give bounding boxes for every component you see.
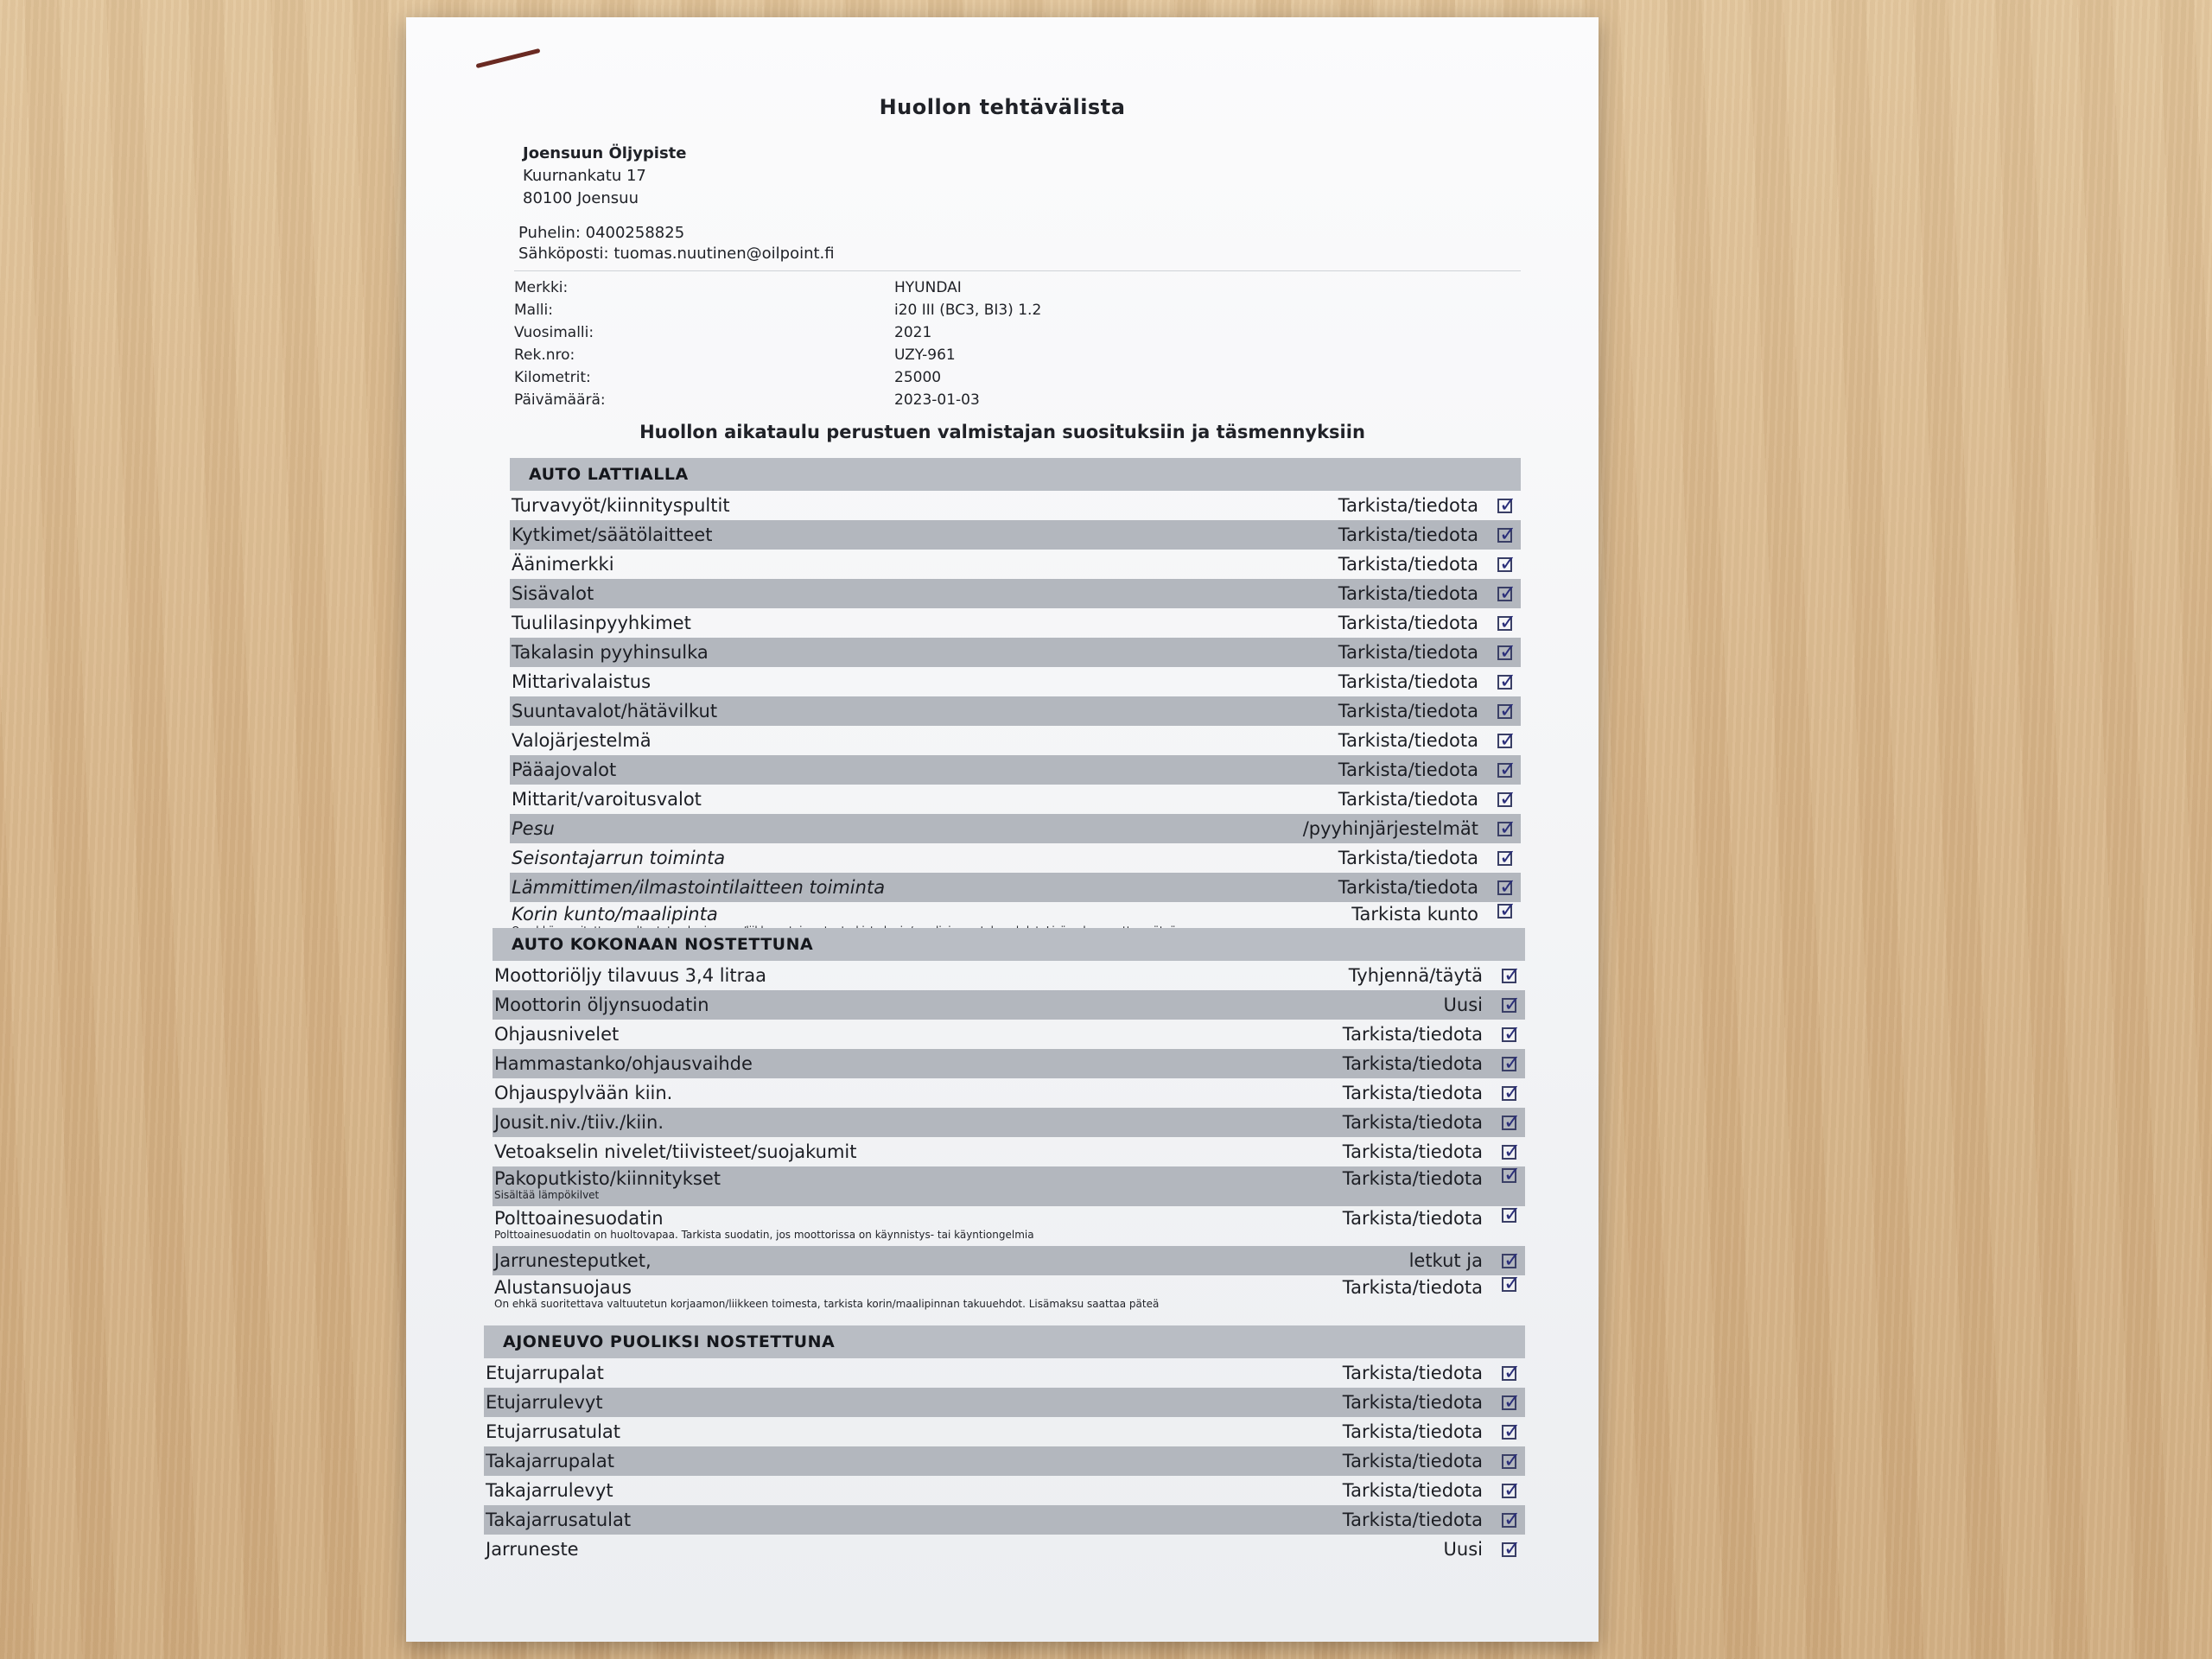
checkbox[interactable] xyxy=(1502,1418,1522,1443)
vehicle-value: 25000 xyxy=(894,369,942,386)
check-mark-icon: ✓ xyxy=(1503,1535,1522,1560)
item-action: letkut ja xyxy=(1408,1250,1483,1271)
checkbox[interactable] xyxy=(1502,1271,1522,1295)
item-action: Tarkista/tiedota xyxy=(1338,642,1478,663)
vehicle-label: Kilometrit: xyxy=(514,369,591,386)
item-label: Pääajovalot xyxy=(512,760,617,780)
vehicle-label: Päivämäärä: xyxy=(514,391,606,409)
item-label: Takajarrusatulat xyxy=(486,1510,632,1530)
checklist-row xyxy=(493,1202,1525,1246)
checklist-row xyxy=(484,1417,1525,1446)
checklist-row xyxy=(510,843,1521,873)
item-action: Tarkista/tiedota xyxy=(1342,1208,1483,1229)
item-label: Sisävalot xyxy=(512,583,594,604)
item-action: Tarkista/tiedota xyxy=(1342,1112,1483,1133)
item-label: Moottoriöljy tilavuus 3,4 litraa xyxy=(494,965,766,986)
item-label: Jarrunesteputket, xyxy=(494,1250,652,1271)
check-mark-icon: ✓ xyxy=(1503,1202,1522,1226)
checkbox[interactable] xyxy=(1502,1247,1522,1272)
check-mark-icon: ✓ xyxy=(1503,1050,1522,1075)
item-action: Tarkista/tiedota xyxy=(1342,1168,1483,1189)
checklist-row xyxy=(510,814,1521,843)
item-action: Tarkista/tiedota xyxy=(1338,524,1478,545)
item-label: Pesu xyxy=(512,818,555,839)
item-action: Tarkista/tiedota xyxy=(1342,1392,1483,1413)
vehicle-label: Merkki: xyxy=(514,279,569,296)
checkbox[interactable] xyxy=(1502,991,1522,1016)
item-action: Tarkista/tiedota xyxy=(1338,583,1478,604)
company-email: Sähköposti: tuomas.nuutinen@oilpoint.fi xyxy=(518,245,835,263)
item-label: Hammastanko/ohjausvaihde xyxy=(494,1053,753,1074)
checkbox[interactable] xyxy=(1497,756,1517,781)
check-mark-icon: ✓ xyxy=(1503,1138,1522,1163)
check-mark-icon: ✓ xyxy=(1503,1020,1522,1046)
item-label: Valojärjestelmä xyxy=(512,730,652,751)
checkbox[interactable] xyxy=(1502,1079,1522,1104)
item-action: Tarkista/tiedota xyxy=(1338,730,1478,751)
schedule-title: Huollon aikataulu perustuen valmistajan suosituksiin ja täsmennyksiin xyxy=(639,422,1365,442)
checklist-row xyxy=(510,873,1521,902)
check-mark-icon: ✓ xyxy=(1499,844,1517,869)
pen-mark xyxy=(476,48,541,68)
item-label: Polttoainesuodatin xyxy=(494,1208,664,1229)
checkbox[interactable] xyxy=(1497,521,1517,546)
checkbox[interactable] xyxy=(1497,580,1517,605)
checkbox[interactable] xyxy=(1502,962,1522,987)
item-label: Äänimerkki xyxy=(512,554,614,575)
section-auto-kokonaan-nostettuna xyxy=(493,928,1525,1315)
item-action: Tarkista/tiedota xyxy=(1342,1053,1483,1074)
check-mark-icon: ✓ xyxy=(1499,609,1517,634)
checklist-row xyxy=(493,1020,1525,1049)
checkbox[interactable] xyxy=(1497,550,1517,575)
check-mark-icon: ✓ xyxy=(1499,785,1517,810)
item-action: Tarkista/tiedota xyxy=(1342,1510,1483,1530)
vehicle-label: Vuosimalli: xyxy=(514,324,594,341)
checklist-row xyxy=(484,1358,1525,1388)
checklist-row xyxy=(510,638,1521,667)
checklist-row xyxy=(493,961,1525,990)
item-label: Alustansuojaus xyxy=(494,1277,632,1298)
item-label: Suuntavalot/hätävilkut xyxy=(512,701,718,721)
checklist-row xyxy=(510,696,1521,726)
check-mark-icon: ✓ xyxy=(1503,1389,1522,1414)
item-label: Mittarivalaistus xyxy=(512,671,652,692)
checkbox[interactable] xyxy=(1502,1020,1522,1046)
item-label: Moottorin öljynsuodatin xyxy=(494,995,709,1015)
vehicle-value: i20 III (BC3, BI3) 1.2 xyxy=(894,302,1042,319)
item-action: Tarkista/tiedota xyxy=(1338,495,1478,516)
check-mark-icon: ✓ xyxy=(1499,639,1517,664)
checkbox[interactable] xyxy=(1502,1447,1522,1472)
item-label: Ohjauspylvään kiin. xyxy=(494,1083,673,1103)
checkbox[interactable] xyxy=(1502,1109,1522,1134)
item-action: Tarkista/tiedota xyxy=(1342,1480,1483,1501)
check-mark-icon: ✓ xyxy=(1503,991,1522,1016)
section-heading: AUTO KOKONAAN NOSTETTUNA xyxy=(493,928,1525,961)
checkbox[interactable] xyxy=(1497,697,1517,722)
company-block xyxy=(523,143,686,210)
item-label: Takajarrulevyt xyxy=(486,1480,613,1501)
item-label: Mittarit/varoitusvalot xyxy=(512,789,702,810)
item-label: Seisontajarrun toiminta xyxy=(512,848,726,868)
section-heading: AJONEUVO PUOLIKSI NOSTETTUNA xyxy=(484,1325,1525,1358)
checklist-row xyxy=(493,1078,1525,1108)
item-label: Lämmittimen/ilmastointilaitteen toiminta xyxy=(512,877,886,898)
item-action: Tarkista/tiedota xyxy=(1342,1141,1483,1162)
checkbox[interactable] xyxy=(1502,1050,1522,1075)
checklist-row xyxy=(510,785,1521,814)
check-mark-icon: ✓ xyxy=(1503,1271,1522,1295)
checklist-row xyxy=(510,550,1521,579)
item-label: Etujarrusatulat xyxy=(486,1421,621,1442)
checkbox[interactable] xyxy=(1502,1477,1522,1502)
checkbox[interactable] xyxy=(1497,844,1517,869)
item-action: Tarkista/tiedota xyxy=(1338,848,1478,868)
checklist-row xyxy=(510,520,1521,550)
check-mark-icon: ✓ xyxy=(1503,1477,1522,1502)
checkbox[interactable] xyxy=(1497,815,1517,840)
check-mark-icon: ✓ xyxy=(1503,1359,1522,1384)
check-mark-icon: ✓ xyxy=(1499,550,1517,575)
checklist-row xyxy=(493,1162,1525,1206)
check-mark-icon: ✓ xyxy=(1503,962,1522,987)
check-mark-icon: ✓ xyxy=(1499,756,1517,781)
company-name: Joensuun Öljypiste xyxy=(523,144,687,162)
vehicle-label: Malli: xyxy=(514,302,553,319)
item-label: Takajarrupalat xyxy=(486,1451,614,1471)
checkbox[interactable] xyxy=(1502,1202,1522,1226)
item-action: Tarkista/tiedota xyxy=(1338,554,1478,575)
vehicle-row xyxy=(514,344,1378,366)
company-city: 80100 Joensuu xyxy=(523,189,639,207)
item-action: Tarkista/tiedota xyxy=(1342,1451,1483,1471)
checkbox[interactable] xyxy=(1502,1506,1522,1531)
item-label: Korin kunto/maalipinta xyxy=(512,904,718,925)
checkbox[interactable] xyxy=(1502,1389,1522,1414)
check-mark-icon: ✓ xyxy=(1503,1418,1522,1443)
contact-block xyxy=(518,223,835,264)
checklist-row xyxy=(484,1476,1525,1505)
item-label: Etujarrupalat xyxy=(486,1363,604,1383)
checklist-row xyxy=(493,1049,1525,1078)
vehicle-value: UZY-961 xyxy=(894,346,956,364)
checkbox[interactable] xyxy=(1497,492,1517,517)
check-mark-icon: ✓ xyxy=(1499,898,1517,922)
check-mark-icon: ✓ xyxy=(1503,1079,1522,1104)
item-label: Ohjausnivelet xyxy=(494,1024,620,1045)
item-label: Tuulilasinpyyhkimet xyxy=(512,613,691,633)
service-checklist-paper xyxy=(406,17,1599,1642)
item-action: /pyyhinjärjestelmät xyxy=(1302,818,1478,839)
checklist-row xyxy=(510,667,1521,696)
item-action: Tarkista/tiedota xyxy=(1342,1083,1483,1103)
item-action: Tarkista/tiedota xyxy=(1338,613,1478,633)
checklist-row xyxy=(484,1505,1525,1535)
checkbox[interactable] xyxy=(1502,1138,1522,1163)
item-action: Tarkista/tiedota xyxy=(1338,701,1478,721)
check-mark-icon: ✓ xyxy=(1503,1162,1522,1186)
vehicle-value: HYUNDAI xyxy=(894,279,962,296)
checkbox[interactable] xyxy=(1497,785,1517,810)
vehicle-label: Rek.nro: xyxy=(514,346,575,364)
item-action: Tarkista/tiedota xyxy=(1342,1363,1483,1383)
checkbox[interactable] xyxy=(1497,609,1517,634)
vehicle-row xyxy=(514,366,1378,389)
checkbox[interactable] xyxy=(1502,1535,1522,1560)
checklist-row xyxy=(510,608,1521,638)
item-note: Sisältää lämpökilvet xyxy=(494,1189,600,1201)
item-label: Pakoputkisto/kiinnitykset xyxy=(494,1168,721,1189)
checkbox[interactable] xyxy=(1497,898,1517,922)
check-mark-icon: ✓ xyxy=(1499,697,1517,722)
checkbox[interactable] xyxy=(1497,639,1517,664)
checklist-row xyxy=(484,1388,1525,1417)
checklist-row xyxy=(493,1271,1525,1315)
item-action: Tyhjennä/täytä xyxy=(1348,965,1483,986)
checklist-row xyxy=(510,755,1521,785)
checkbox[interactable] xyxy=(1502,1359,1522,1384)
vehicle-row xyxy=(514,299,1378,321)
checklist-row xyxy=(493,990,1525,1020)
checklist-row xyxy=(493,1246,1525,1275)
company-phone: Puhelin: 0400258825 xyxy=(518,224,685,242)
item-action: Tarkista/tiedota xyxy=(1338,671,1478,692)
checklist-row xyxy=(484,1535,1525,1564)
checklist-row xyxy=(510,579,1521,608)
check-mark-icon: ✓ xyxy=(1503,1247,1522,1272)
vehicle-row xyxy=(514,321,1378,344)
item-action: Tarkista/tiedota xyxy=(1342,1421,1483,1442)
check-mark-icon: ✓ xyxy=(1499,580,1517,605)
vehicle-value: 2021 xyxy=(894,324,932,341)
section-heading: AUTO LATTIALLA xyxy=(510,458,1521,491)
company-street: Kuurnankatu 17 xyxy=(523,167,646,185)
checklist-row xyxy=(510,726,1521,755)
item-label: Etujarrulevyt xyxy=(486,1392,603,1413)
checklist-row xyxy=(493,1137,1525,1166)
item-label: Kytkimet/säätölaitteet xyxy=(512,524,713,545)
item-action: Uusi xyxy=(1443,995,1483,1015)
checkbox[interactable] xyxy=(1502,1162,1522,1186)
item-note: On ehkä suoritettava valtuutetun korjaamon/liikkeen toimesta, tarkista korin/maalipinnan takuuehdot. Lisämaksu saattaa päteä xyxy=(494,1298,1160,1310)
item-action: Uusi xyxy=(1443,1539,1483,1560)
divider xyxy=(514,270,1521,271)
vehicle-info xyxy=(514,276,1378,411)
vehicle-value: 2023-01-03 xyxy=(894,391,980,409)
item-action: Tarkista/tiedota xyxy=(1338,877,1478,898)
item-label: Jousit.niv./tiiv./kiin. xyxy=(494,1112,664,1133)
item-label: Vetoakselin nivelet/tiivisteet/suojakumit xyxy=(494,1141,857,1162)
checkbox[interactable] xyxy=(1497,668,1517,693)
item-note: Polttoainesuodatin on huoltovapaa. Tarkista suodatin, jos moottorissa on käynnistys- tai käyntiongelmia xyxy=(494,1229,1034,1241)
item-label: Jarruneste xyxy=(486,1539,579,1560)
check-mark-icon: ✓ xyxy=(1499,492,1517,517)
checkbox[interactable] xyxy=(1497,727,1517,752)
item-action: Tarkista kunto xyxy=(1351,904,1478,925)
item-label: Takalasin pyyhinsulka xyxy=(512,642,709,663)
checklist-row xyxy=(484,1446,1525,1476)
document-title: Huollon tehtävälista xyxy=(879,95,1126,119)
check-mark-icon: ✓ xyxy=(1499,815,1517,840)
checklist-row xyxy=(493,1108,1525,1137)
check-mark-icon: ✓ xyxy=(1503,1109,1522,1134)
item-label: Turvavyöt/kiinnityspultit xyxy=(512,495,730,516)
item-action: Tarkista/tiedota xyxy=(1342,1024,1483,1045)
checklist-row xyxy=(510,491,1521,520)
checkbox[interactable] xyxy=(1497,874,1517,899)
vehicle-row xyxy=(514,276,1378,299)
check-mark-icon: ✓ xyxy=(1499,521,1517,546)
item-action: Tarkista/tiedota xyxy=(1342,1277,1483,1298)
item-action: Tarkista/tiedota xyxy=(1338,789,1478,810)
check-mark-icon: ✓ xyxy=(1503,1447,1522,1472)
check-mark-icon: ✓ xyxy=(1499,874,1517,899)
item-action: Tarkista/tiedota xyxy=(1338,760,1478,780)
vehicle-row xyxy=(514,389,1378,411)
check-mark-icon: ✓ xyxy=(1503,1506,1522,1531)
section-auto-lattialla xyxy=(510,458,1521,942)
section-ajoneuvo-puoliksi-nostettuna xyxy=(484,1325,1525,1564)
check-mark-icon: ✓ xyxy=(1499,727,1517,752)
check-mark-icon: ✓ xyxy=(1499,668,1517,693)
